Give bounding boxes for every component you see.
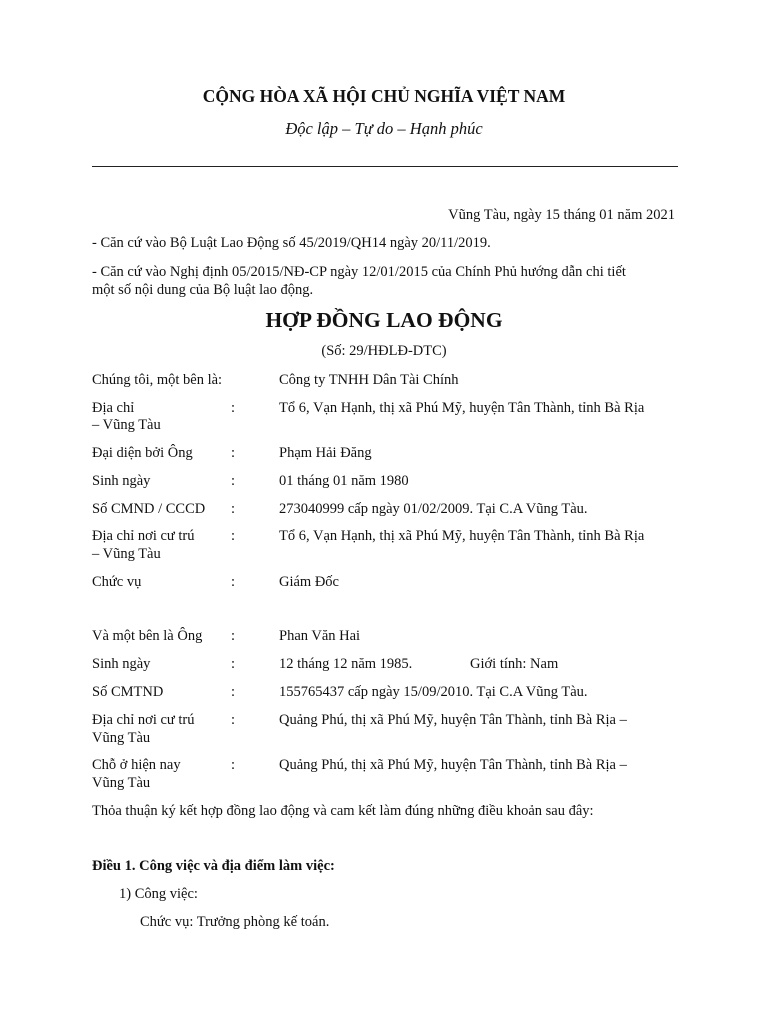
party-a-dob-value: 01 tháng 01 năm 1980 [279,473,409,489]
header-divider [92,166,678,167]
legal-basis-2: - Căn cứ vào Nghị định 05/2015/NĐ-CP ngày 12/01/2015 của Chính Phủ hướng dẫn chi tiết [92,264,626,280]
party-a-residence-cont: – Vũng Tàu [92,546,161,562]
colon: : [231,628,236,644]
colon: : [231,445,236,461]
party-b-name: Phan Văn Hai [279,628,361,644]
colon: : [231,528,236,544]
national-title: CỘNG HÒA XÃ HỘI CHỦ NGHĨA VIỆT NAM [202,86,566,106]
party-a-position-value: Giám Đốc [279,574,339,590]
colon: : [231,712,236,728]
agreement-statement: Thỏa thuận ký kết hợp đồng lao động và cam kết làm đúng những điều khoản sau đây: [92,803,594,819]
party-a-dob-label: Sinh ngày [92,473,151,489]
national-motto: Độc lập – Tự do – Hạnh phúc [285,119,483,138]
party-b-gender: Giới tính: Nam [470,656,559,672]
colon: : [231,574,236,590]
party-a-address-cont: – Vũng Tàu [92,417,161,433]
party-b-residence-label-cont: Vũng Tàu [92,730,151,746]
party-a-residence-value: Tổ 6, Vạn Hạnh, thị xã Phú Mỹ, huyện Tân Thành, tỉnh Bà Rịa [279,528,645,544]
party-b-id-value: 155765437 cấp ngày 15/09/2010. Tại C.A Vũng Tàu. [279,684,588,700]
article-1-item-1-detail: Chức vụ: Trưởng phòng kế toán. [140,914,330,930]
colon: : [231,473,236,489]
contract-title: HỢP ĐỒNG LAO ĐỘNG [265,308,503,332]
party-a-residence-label: Địa chỉ nơi cư trú [92,528,195,544]
party-a-position-label: Chức vụ [92,574,142,590]
party-b-current-label: Chỗ ở hiện nay [92,757,181,773]
legal-basis-2-cont: một số nội dung của Bộ luật lao động. [92,282,314,298]
colon: : [231,757,236,773]
party-a-rep-label: Đại diện bởi Ông [92,445,193,461]
party-a-rep-value: Phạm Hải Đăng [279,445,372,461]
party-a-id-value: 273040999 cấp ngày 01/02/2009. Tại C.A Vũng Tàu. [279,501,588,517]
party-b-dob-value: 12 tháng 12 năm 1985. [279,656,413,672]
party-b-current-label-cont: Vũng Tàu [92,775,151,791]
article-1-heading: Điều 1. Công việc và địa điểm làm việc: [92,858,335,874]
party-b-id-label: Số CMTND [92,684,164,700]
party-b-residence-value: Quảng Phú, thị xã Phú Mỹ, huyện Tân Thành, tỉnh Bà Rịa – [279,712,627,728]
party-b-intro-label: Và một bên là Ông [92,628,203,644]
colon: : [231,501,236,517]
contract-number: (Số: 29/HĐLĐ-DTC) [321,343,447,359]
article-1-item-1: 1) Công việc: [119,886,198,902]
party-b-dob-label: Sinh ngày [92,656,151,672]
colon: : [231,400,236,416]
party-b-residence-label: Địa chỉ nơi cư trú [92,712,195,728]
party-a-address-label: Địa chỉ [92,400,135,416]
party-a-address-value: Tổ 6, Vạn Hạnh, thị xã Phú Mỹ, huyện Tân Thành, tỉnh Bà Rịa [279,400,645,416]
legal-basis-1: - Căn cứ vào Bộ Luật Lao Động số 45/2019/QH14 ngày 20/11/2019. [92,235,491,251]
party-b-current-value: Quảng Phú, thị xã Phú Mỹ, huyện Tân Thành, tỉnh Bà Rịa – [279,757,627,773]
colon: : [231,656,236,672]
party-a-company: Công ty TNHH Dân Tài Chính [279,372,459,388]
date-line: Vũng Tàu, ngày 15 tháng 01 năm 2021 [448,207,675,223]
party-a-id-label: Số CMND / CCCD [92,501,206,517]
colon: : [231,684,236,700]
party-a-intro-label: Chúng tôi, một bên là: [92,372,223,388]
